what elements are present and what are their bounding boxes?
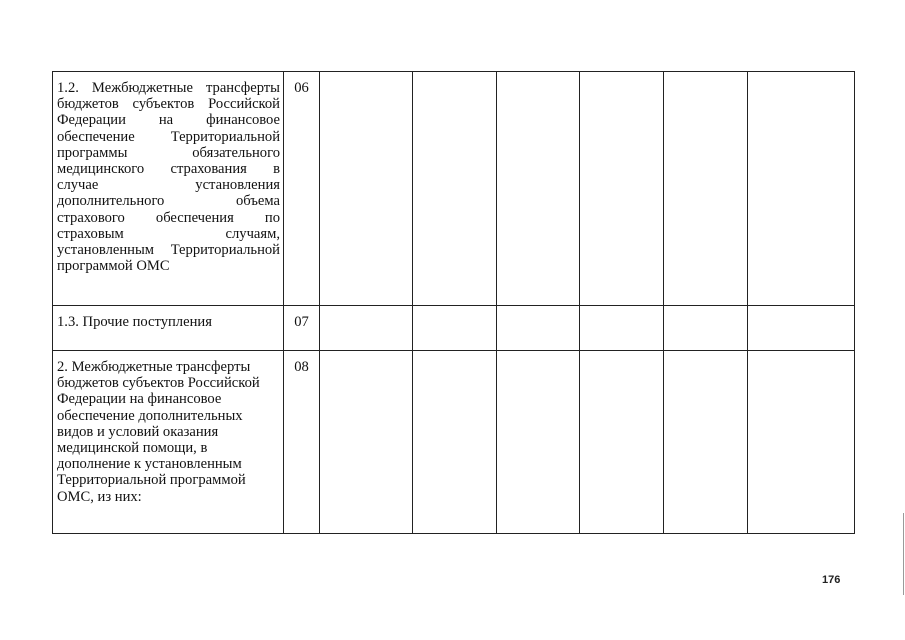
page-number: 176 xyxy=(822,574,841,586)
row-name-line: страхового обеспечения по xyxy=(57,209,280,226)
scan-edge-mark xyxy=(903,513,904,595)
row-name-line: Территориальной программой xyxy=(57,472,246,489)
row-name-line: Федерации на финансовое xyxy=(57,112,280,129)
row-name-cell xyxy=(53,351,284,534)
empty-cell xyxy=(320,351,413,534)
budget-table xyxy=(52,71,855,534)
empty-cell xyxy=(664,351,748,534)
row-name-cell: 1.3. Прочие поступления xyxy=(53,306,284,351)
empty-cell xyxy=(580,351,664,534)
row-code-cell: 08 xyxy=(284,351,320,534)
table-row xyxy=(53,306,855,351)
table-row xyxy=(53,351,855,534)
empty-cell xyxy=(664,72,748,306)
row-name-line: Федерации на финансовое xyxy=(57,391,222,408)
row-name-line: дополнительного объема xyxy=(57,193,280,210)
row-name-line: обеспечение дополнительных xyxy=(57,407,243,424)
row-name-line: бюджетов субъектов Российской xyxy=(57,375,260,392)
empty-cell xyxy=(320,306,413,351)
row-name-line: видов и условий оказания xyxy=(57,423,219,440)
empty-cell xyxy=(580,72,664,306)
row-name-line: программой ОМС xyxy=(57,258,170,275)
row-code-cell: 07 xyxy=(284,306,320,351)
row-name-line: установленным Территориальной xyxy=(57,242,280,259)
row-name-line: бюджетов субъектов Российской xyxy=(57,96,280,113)
empty-cell xyxy=(413,72,497,306)
empty-cell xyxy=(748,351,855,534)
row-name-line: 2. Межбюджетные трансферты xyxy=(57,359,251,375)
empty-cell xyxy=(664,306,748,351)
empty-cell xyxy=(748,72,855,306)
row-name-line: случае установления xyxy=(57,177,280,194)
row-name-line: дополнение к установленным xyxy=(57,456,242,473)
empty-cell xyxy=(497,72,580,306)
row-name-line: 1.2. Межбюджетные трансферты xyxy=(57,80,280,96)
table-row xyxy=(53,72,855,306)
row-name-line: медицинской помощи, в xyxy=(57,440,208,457)
empty-cell xyxy=(748,306,855,351)
empty-cell xyxy=(413,351,497,534)
empty-cell xyxy=(497,306,580,351)
empty-cell xyxy=(413,306,497,351)
row-name-line: медицинского страхования в xyxy=(57,161,280,178)
row-name-cell xyxy=(53,72,284,306)
row-name-line: ОМС, из них: xyxy=(57,488,142,505)
empty-cell xyxy=(497,351,580,534)
row-code-cell: 06 xyxy=(284,72,320,306)
row-name-line: обеспечение Территориальной xyxy=(57,128,280,145)
empty-cell xyxy=(320,72,413,306)
empty-cell xyxy=(580,306,664,351)
row-name-line: страховым случаям, xyxy=(57,225,280,242)
row-name-line: программы обязательного xyxy=(57,144,280,161)
